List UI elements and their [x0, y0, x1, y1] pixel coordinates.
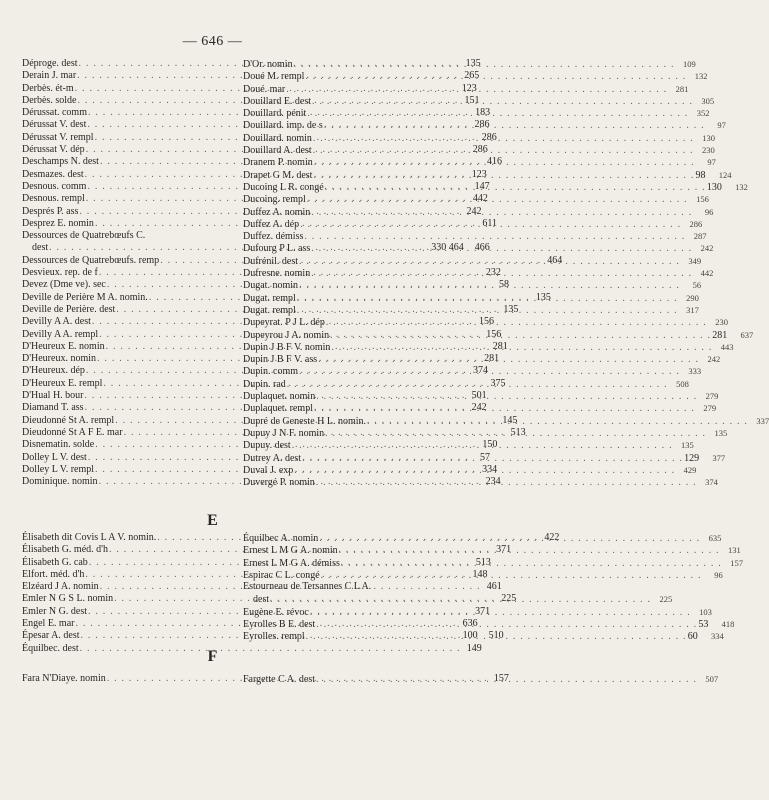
entry-page: 611	[482, 217, 498, 229]
leader-dots	[330, 342, 713, 354]
entry-name: Desnous. rempl	[22, 193, 85, 205]
entry-page: 349	[688, 255, 702, 266]
entry-name: Dupuy J N F. nomin	[243, 427, 325, 439]
entry-page: 124	[718, 169, 732, 180]
entry-page: 135	[503, 303, 519, 315]
entry-name: Dieudonné St A F E. mar	[22, 426, 123, 438]
entry-page: 96	[714, 569, 723, 580]
entry-extra-pages: 330 464	[431, 242, 464, 254]
index-entry	[22, 230, 218, 242]
leader-dots	[311, 96, 694, 108]
entry-name: Douillard A. dest	[243, 145, 312, 157]
leader-dots	[315, 477, 698, 489]
entry-name: Élisabeth G. méd. d'h	[22, 544, 108, 556]
entry-page: 374	[705, 477, 718, 488]
entry-name: Dérussat V. dest	[22, 119, 87, 131]
entry-name: Dérussat V. rempl	[22, 131, 94, 143]
entry-extra-pages: 60	[687, 631, 698, 643]
entry-name: Dessources de Quatrebœufs C.	[22, 230, 146, 242]
leader-dots	[269, 594, 652, 606]
entry-page: 286	[689, 218, 703, 229]
entry-name: Deville de Perière. dest	[22, 303, 116, 315]
leader-dots	[366, 416, 749, 428]
entry-extra-pages: 130	[706, 181, 722, 193]
entry-name: Élisabeth dit Covis L A V. nomin.	[22, 532, 157, 543]
leader-dots	[323, 120, 706, 132]
entry-page: 225	[501, 593, 517, 605]
entry-name: Diamand T. ass	[22, 402, 84, 414]
entry-name: Eyrolles. rempl	[243, 631, 305, 643]
section-letter-f: F	[207, 648, 218, 665]
entry-page: 508	[676, 378, 689, 389]
entry-page: 418	[721, 619, 735, 630]
entry-name: Dupin. comm	[243, 366, 298, 378]
entry-name: Épesar A. dest	[22, 630, 80, 642]
leader-dots	[312, 170, 695, 182]
entry-page: 242	[466, 205, 482, 217]
entry-page: 157	[493, 673, 509, 684]
entry-page: 135	[535, 291, 551, 303]
entry-name: Deschamps N. dest	[22, 156, 99, 168]
entry-name: Ernest L M G A. nomin	[243, 545, 338, 557]
entry-name: Dupeyrat. P J L. dép	[243, 317, 325, 329]
entry-name: Emler N G S L. nomin	[22, 593, 114, 605]
entry-name: Elzéard J A. nomin	[22, 581, 99, 593]
leader-dots	[306, 108, 689, 120]
leader-dots	[320, 570, 703, 582]
leader-dots	[310, 268, 693, 280]
leader-dots	[296, 293, 679, 305]
leader-dots	[315, 674, 698, 686]
entry-page: 305	[701, 95, 715, 106]
leader-dots	[286, 379, 669, 391]
entry-page: 281	[484, 353, 500, 365]
entry-name: Derbès. solde	[22, 94, 77, 106]
entry-page: 501	[471, 390, 487, 402]
leader-dots	[324, 428, 707, 440]
entry-name: Dugat. rempl	[243, 292, 296, 304]
entry-name: Duffez A. dép	[243, 218, 300, 230]
entry-name: Dupin. rad	[243, 378, 286, 390]
entry-name: D'Heureux. dép	[22, 365, 85, 377]
entry-page: 416	[487, 156, 503, 168]
entry-page: 279	[705, 391, 719, 402]
leader-dots	[298, 280, 681, 292]
leader-dots	[312, 145, 695, 157]
entry-page: 337	[756, 415, 769, 426]
entry-name: Emler N G. dest	[22, 605, 87, 617]
entry-name: Duplaquet. nomin	[243, 391, 316, 403]
entry-page: 334	[711, 631, 724, 642]
entry-name: Dupuy. dest	[243, 440, 291, 452]
entry-page: 151	[464, 94, 480, 106]
entry-page: 135	[714, 427, 728, 438]
entry-name: Dolley L V. dest	[22, 451, 87, 463]
leader-dots	[291, 440, 674, 452]
entry-name: D'Heureux E. nomin	[22, 340, 105, 352]
entry-page: 148	[472, 568, 488, 580]
entry-name: Dérussat V. dép	[22, 144, 85, 156]
entry-page: 374	[473, 365, 488, 377]
entry-page: 242	[700, 243, 714, 254]
entry-page: 510	[488, 630, 504, 642]
leader-dots	[310, 243, 693, 255]
entry-page: 96	[704, 206, 714, 217]
leader-dots	[301, 453, 684, 465]
entry-name: Espirac C L. congé	[243, 569, 320, 581]
index-entry	[243, 230, 707, 243]
entry-name: Dupin J B F V. ass	[243, 354, 318, 366]
entry-page: 281	[675, 83, 689, 94]
entry-name: Deville de Perière M A. nomin.	[22, 291, 148, 303]
leader-dots	[324, 182, 707, 194]
leader-dots	[313, 403, 696, 415]
entry-name: Équilbec. dest	[22, 642, 79, 654]
entry-name: Douillard. nomin	[243, 132, 312, 144]
entry-name: Équilbec A. nomin	[243, 533, 319, 544]
entry-name: Duplaquet. rempl	[243, 403, 313, 415]
leader-dots	[306, 194, 689, 206]
entry-page: 183	[475, 107, 491, 119]
entry-extra-pages: 98	[695, 169, 706, 181]
entry-name: Dérussat. comm	[22, 107, 87, 119]
leader-dots	[317, 354, 700, 366]
entry-name: Fara N'Diaye. nomin	[22, 673, 106, 684]
leader-dots	[296, 305, 679, 317]
leader-dots	[325, 317, 708, 329]
entry-page: 443	[720, 341, 734, 352]
entry-name: D'Hual H. bour	[22, 390, 84, 402]
entry-name: Douillard E. dest	[243, 95, 312, 107]
entry-name: Desprez E. nomin	[22, 217, 94, 229]
leader-dots	[315, 391, 698, 403]
entry-page: 156	[479, 316, 495, 328]
entry-name: Doué M. rempl	[243, 71, 305, 83]
entry-page: 352	[696, 108, 710, 119]
entry-page: 286	[474, 119, 490, 131]
leader-dots	[303, 231, 686, 243]
entry-name: Dominique. nomin	[22, 476, 98, 488]
entry-name: dest	[32, 242, 49, 254]
entry-page: 131	[727, 545, 741, 556]
entry-extra-pages: 100	[462, 630, 478, 642]
entry-page: 123	[471, 168, 487, 180]
entry-name: Ernest L M G A. démiss	[243, 557, 340, 569]
leader-dots	[312, 133, 695, 145]
entry-page: 377	[712, 452, 726, 463]
entry-name: Dufresne. nomin	[243, 268, 311, 280]
entry-page: 513	[475, 556, 491, 568]
entry-name: Duvergé P. nomin	[243, 477, 315, 489]
entry-page: 635	[708, 533, 722, 543]
entry-name: Disnematin. solde	[22, 439, 95, 451]
entry-name: Estourneau de Tersannes C L A.	[243, 581, 372, 593]
entry-page: 333	[688, 366, 702, 377]
entry-name: Eugène E. révoc	[243, 606, 309, 618]
index-entry	[243, 593, 673, 606]
entry-name: Douillard. imp. de s	[243, 120, 323, 132]
entry-page: 156	[696, 194, 709, 205]
entry-name: Douillard. pénit	[243, 108, 307, 120]
leader-dots	[340, 558, 723, 570]
entry-name: Devilly A A. rempl	[22, 328, 99, 340]
entry-page: 461	[486, 581, 502, 593]
entry-name: Dessources de Quatrebœufs. remp	[22, 254, 160, 266]
entry-name: Élisabeth G. cab	[22, 556, 88, 568]
index-entry	[243, 581, 413, 593]
leader-dots	[318, 533, 701, 545]
entry-name: Engel E. mar	[22, 618, 75, 630]
entry-name: Duffez. démiss	[243, 231, 304, 243]
entry-page: 145	[502, 414, 518, 426]
entry-page: 317	[686, 304, 699, 315]
leader-dots	[305, 631, 688, 643]
leader-dots	[299, 219, 682, 231]
leader-dots	[315, 619, 698, 631]
entry-page: 109	[682, 59, 696, 69]
entry-name: Dutrey A. dest	[243, 452, 302, 464]
section-letter-e: E	[207, 512, 218, 529]
entry-page: 286	[481, 131, 497, 143]
entry-page: 466	[474, 242, 490, 254]
entry-name: Dupré de Geneste H L. nomin.	[243, 415, 367, 427]
entry-name: D'Heureux E. rempl	[22, 377, 103, 389]
entry-name: Derbès. ét-m	[22, 82, 74, 94]
entry-name: Dolley L V. rempl	[22, 463, 95, 475]
entry-name: Dupeyrou J A. nomin	[243, 329, 330, 341]
entry-page: 57	[479, 451, 490, 463]
entry-page: 232	[485, 267, 501, 279]
entry-page: 507	[705, 674, 719, 684]
entry-page: 442	[700, 268, 714, 279]
entry-name: Derain J. mar	[22, 70, 77, 82]
entry-page: 123	[461, 82, 477, 94]
entry-page: 132	[694, 71, 708, 82]
leader-dots	[313, 157, 696, 169]
entry-name: Déproge. dest	[22, 58, 78, 69]
entry-name: Duval J. exp	[243, 464, 294, 476]
entry-page: 150	[482, 439, 498, 451]
entry-page: 130	[702, 132, 715, 143]
entry-page: 242	[707, 354, 721, 365]
entry-page: 334	[482, 463, 498, 475]
entry-page: 290	[686, 292, 699, 303]
leader-dots	[309, 607, 692, 619]
leader-dots	[298, 256, 681, 268]
entry-page: 103	[699, 606, 712, 617]
entry-page: 97	[717, 120, 726, 131]
entry-extra-pages: 129	[684, 452, 700, 464]
leader-dots	[298, 366, 681, 378]
entry-page: 371	[496, 544, 512, 556]
entry-name: Dufourg P L. ass	[243, 243, 311, 255]
entry-page: 265	[464, 70, 480, 82]
entry-name: dest	[253, 594, 270, 606]
entry-name: Devilly A A. dest	[22, 316, 91, 328]
entry-name: Desmazes. dest	[22, 168, 84, 180]
entry-page: 132	[735, 181, 748, 192]
leader-dots	[304, 71, 687, 83]
entry-page: 147	[474, 180, 490, 192]
entry-page: 637	[740, 329, 754, 340]
entry-extra-pages: 281	[712, 329, 728, 341]
entry-page: 230	[715, 317, 728, 328]
entry-page: 286	[472, 144, 488, 156]
entry-name: Drapet G M. dest	[243, 169, 313, 181]
leader-dots	[329, 330, 712, 342]
entry-page: 442	[472, 193, 488, 205]
entry-page: 281	[492, 340, 508, 352]
entry-name: Desnous. comm	[22, 180, 87, 192]
entry-name: Dugat. nomin	[243, 280, 298, 292]
entry-name: Elfort. méd. d'h	[22, 568, 85, 580]
leader-dots	[285, 84, 668, 96]
entry-name: Fargette C A. dest	[243, 674, 316, 685]
entry-name: D'Or. nomin	[243, 59, 293, 70]
entry-page: 135	[465, 58, 481, 69]
leader-dots	[338, 545, 721, 557]
entry-page: 156	[486, 328, 502, 340]
entry-name: Devez (Dme ve). sec	[22, 279, 106, 291]
entry-page: 287	[693, 231, 707, 242]
entry-page: 429	[683, 464, 697, 475]
entry-page: 56	[692, 280, 702, 291]
entry-name: Després P. ass	[22, 205, 79, 217]
entry-page: 636	[462, 618, 478, 630]
entry-page: 157	[730, 557, 743, 568]
entry-page: 97	[707, 157, 716, 168]
entry-name: Duffez A. nomin	[243, 206, 311, 218]
entry-name: Desvieux. rep. de f	[22, 267, 98, 279]
entry-name: Dugat. rempl	[243, 304, 296, 316]
entry-name: Ducoing. rempl	[243, 194, 306, 206]
entry-page: 149	[466, 642, 482, 654]
entry-page: 422	[544, 532, 560, 543]
entry-page: 234	[485, 476, 501, 488]
entry-name: Doué. mar	[243, 83, 286, 95]
entry-page: 242	[471, 402, 487, 414]
entry-page: 135	[681, 440, 694, 451]
entry-page: 513	[510, 426, 526, 438]
leader-dots	[293, 465, 676, 477]
leader-dots	[293, 59, 676, 71]
leader-dots	[310, 207, 693, 219]
entry-page: 230	[701, 145, 715, 156]
entry-page: 464	[547, 254, 563, 266]
entry-page: 279	[703, 403, 717, 414]
entry-name: Dupin J B F V. nomin	[243, 341, 331, 353]
entry-name: Dranem P. nomin	[243, 157, 313, 169]
entry-name: D'Heureux. nomin	[22, 353, 97, 365]
entry-page: 371	[475, 605, 491, 617]
entry-extra-pages: 53	[698, 619, 709, 631]
entry-page: 225	[659, 594, 673, 605]
entry-page: 58	[498, 279, 509, 291]
entry-name: Dufrénil. dest	[243, 255, 298, 267]
page-number: — 646 —	[182, 34, 243, 49]
entry-name: Dieudonné St A. rempl	[22, 414, 115, 426]
entry-page: 375	[490, 377, 506, 389]
entry-name: Ducoing L R. congé	[243, 181, 324, 193]
entry-name: Eyrolles B E. dest	[243, 619, 316, 631]
